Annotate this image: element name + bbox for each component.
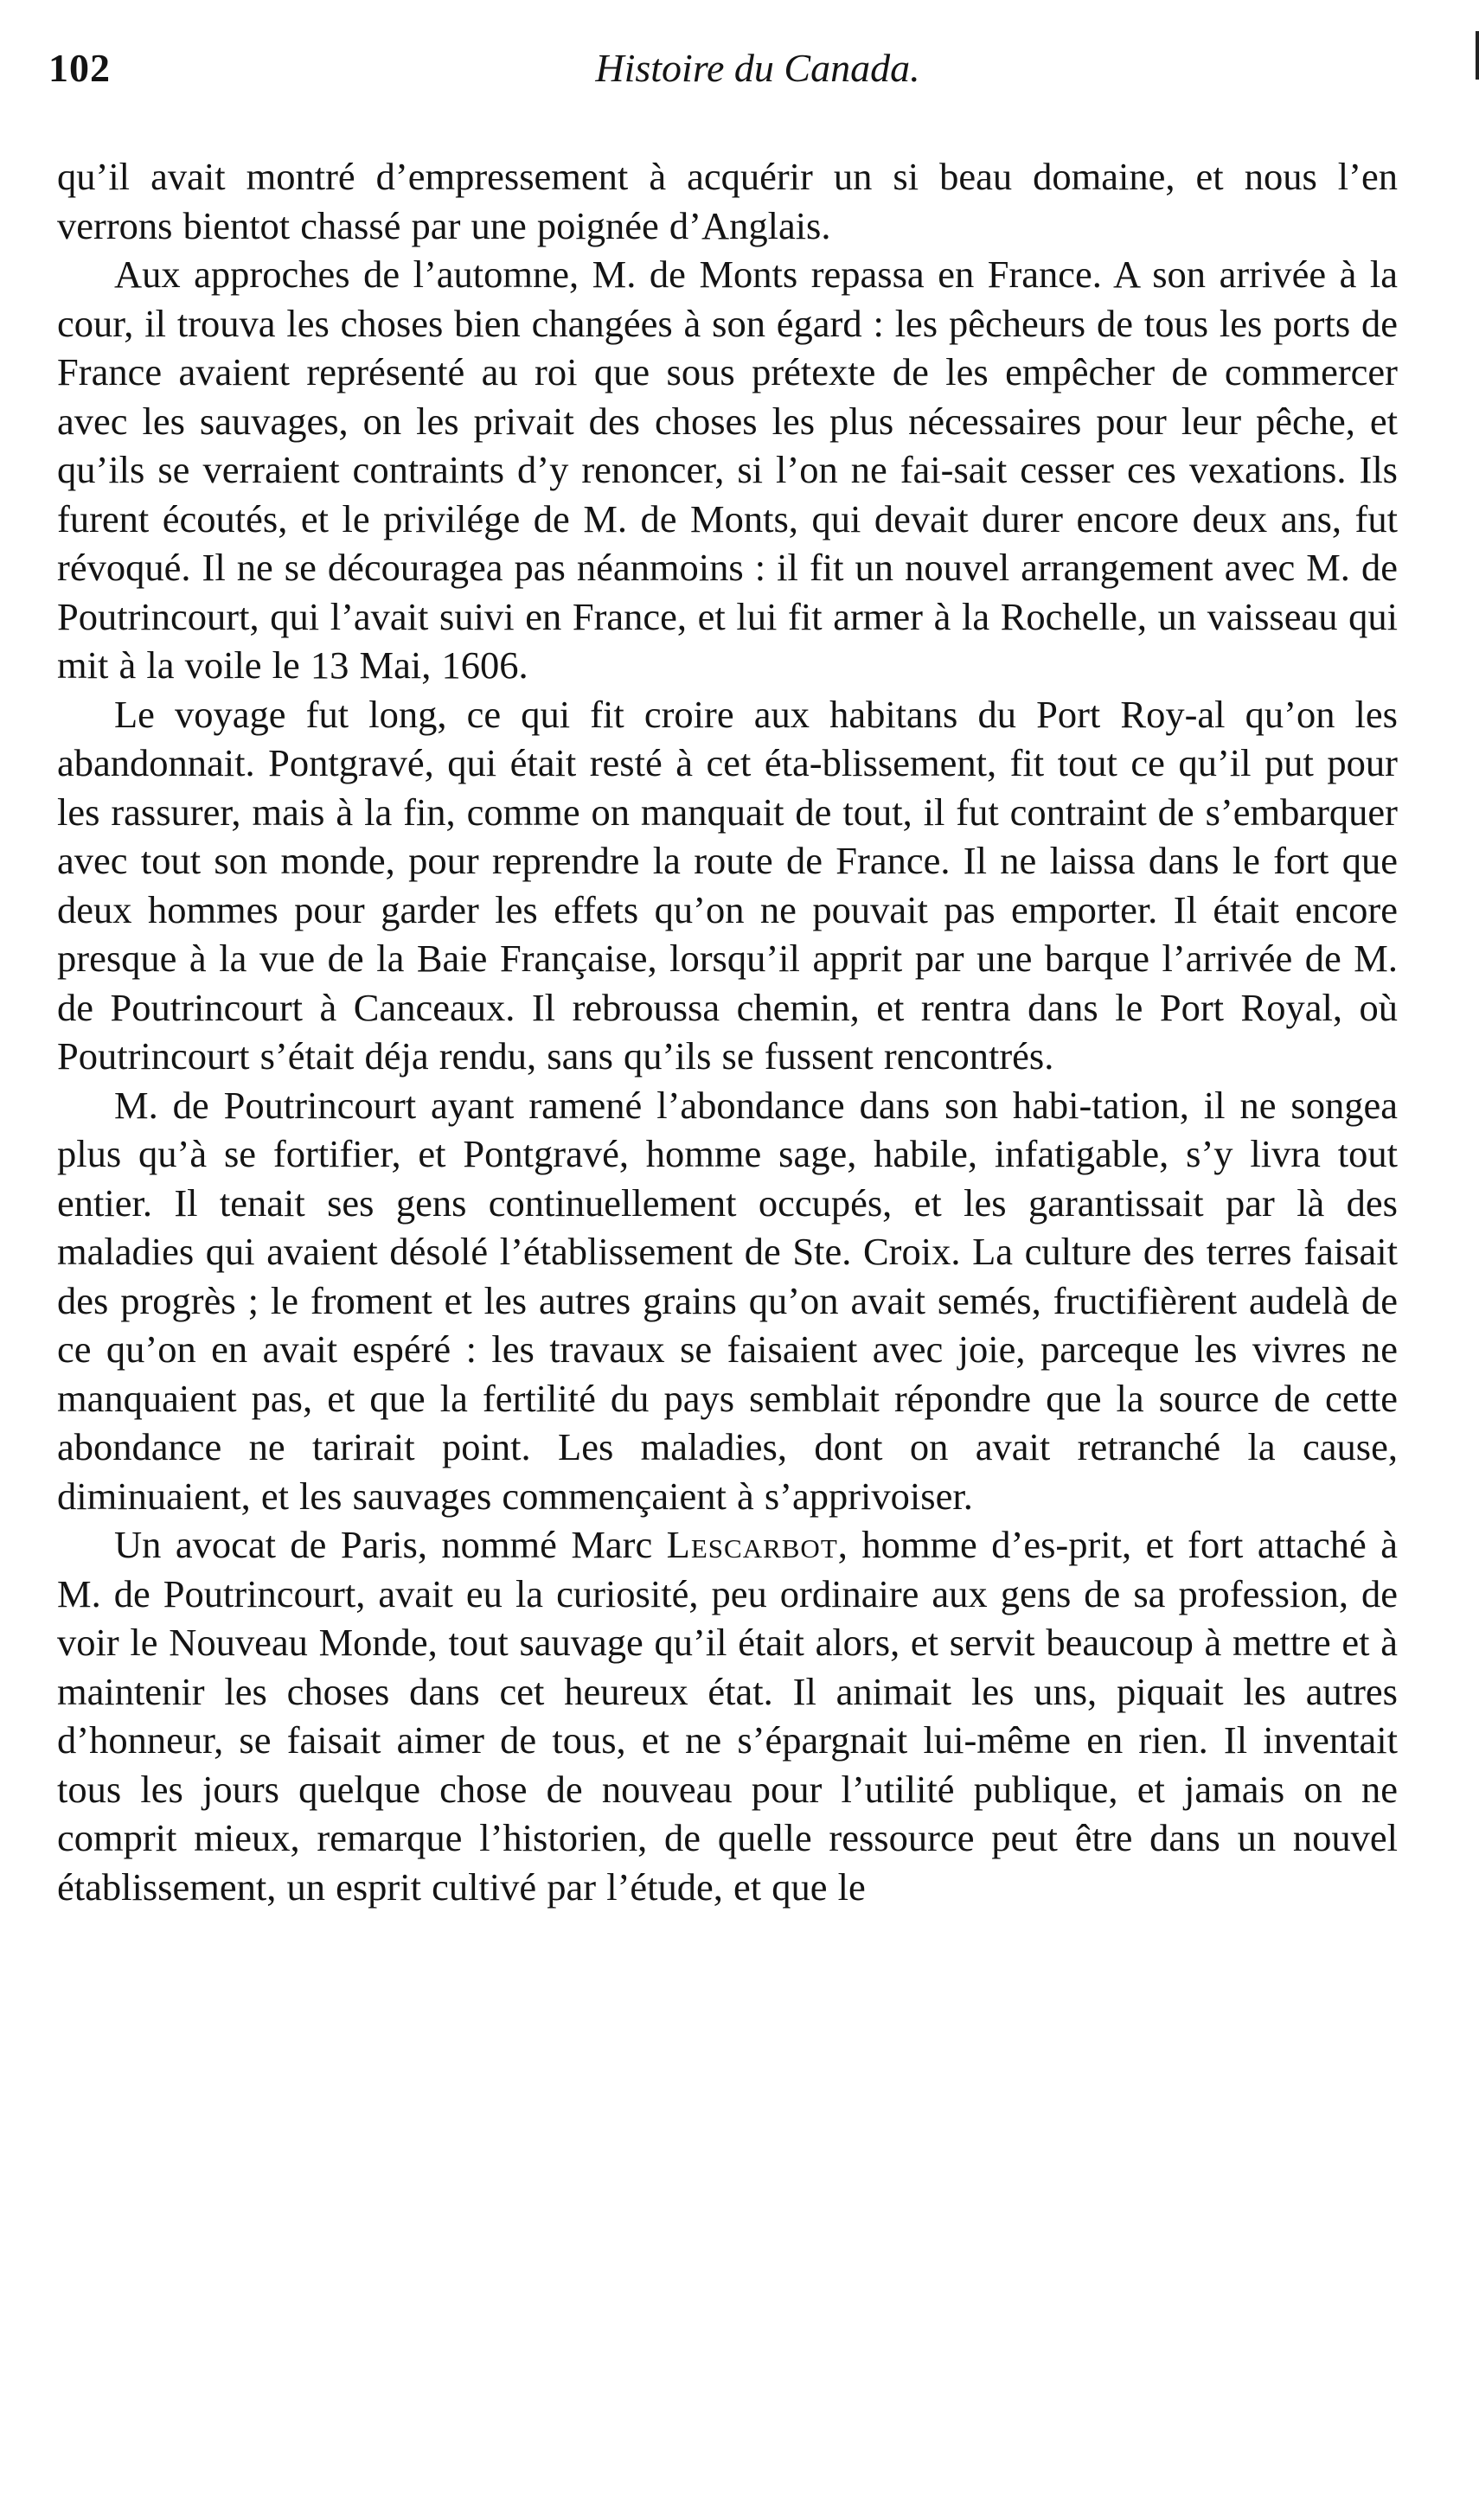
running-title: Histoire du Canada. (595, 46, 920, 90)
paragraph-lescarbot (57, 1520, 1398, 1911)
paragraph-lescarbot-after: , homme d’es-prit, et fort attaché à M. de Poutrincourt, avait eu la curiosité, peu ordinaire aux gens de sa profession, de voir le Nouveau Monde, tout sauvage qu’il était alors, et servit beaucoup à mettre et à maintenir les choses dans cet heureux état. Il animait les uns, piquait les autres d’honneur, se faisait aimer de tous, et ne s’épargnait lui-même en rien. Il inventait tous les jours quelque chose de nouveau pour l’utilité publique, et jamais on ne comprit mieux, remarque l’historien, de quelle ressource peut être dans un nouvel établissement, un esprit cultivé par l’étude, et que le (57, 1523, 1398, 1909)
paragraph-de-monts-return: Aux approches de l’automne, M. de Monts repassa en France. A son arrivée à la cour, il trouva les choses bien changées à son égard : les pêcheurs de tous les ports de France avaient représenté au roi que sous prétexte de les empêcher de commercer avec les sauvages, on les privait des choses les plus nécessaires pour leur pêche, et qu’ils se verraient contraints d’y renoncer, si l’on ne fai-sait cesser ces vexations. Ils furent écoutés, et le privilége de M. de Monts, qui devait durer encore deux ans, fut révoqué. Il ne se découragea pas néanmoins : il fit un nouvel arrangement avec M. de Poutrincourt, qui l’avait suivi en France, et lui fit armer à la Rochelle, un vaisseau qui mit à la voile le 13 Mai, 1606. (57, 253, 1398, 687)
running-head (48, 45, 1415, 106)
paragraph-poutrincourt-habitation: M. de Poutrincourt ayant ramené l’abondance dans son habi-tation, il ne songea plus qu’à se fortifier, et Pontgravé, homme sage, habile, infatigable, s’y livra tout entier. Il tenait ses gens continuellement occupés, et les garantissait par là des maladies qui avaient désolé l’établissement de Ste. Croix. La culture des terres faisait des progrès ; le froment et les autres grains qu’on avait semés, fructifièrent audelà de ce qu’on en avait espéré : les travaux se faisaient avec joie, parceque les vivres ne manquaient pas, et que la fertilité du pays semblait répondre que la source de cette abondance ne tarirait point. Les maladies, dont on avait retranché la cause, diminuaient, et les sauvages commençaient à s’apprivoiser. (57, 1083, 1398, 1518)
paragraph-long-voyage: Le voyage fut long, ce qui fit croire aux habitans du Port Roy-al qu’on les abandonnait. Pontgravé, qui était resté à cet éta-blissement, fit tout ce qu’il put pour les rassurer, mais à la fin, comme on manquait de tout, il fut contraint de s’embarquer avec tout son monde, pour reprendre la route de France. Il ne laissa dans le fort que deux hommes pour garder les effets qu’on ne pouvait pas emporter. Il était encore presque à la vue de la Baie Française, lorsqu’il apprit par une barque l’arrivée de M. de Poutrincourt à Canceaux. Il rebroussa chemin, et rentra dans le Port Royal, où Poutrincourt s’était déja rendu, sans qu’ils se fussent rencontrés. (57, 692, 1398, 1078)
name-lescarbot: Lescarbot (666, 1523, 838, 1566)
text-body (57, 152, 1398, 1911)
paragraph-continued: qu’il avait montré d’empressement à acquérir un si beau domaine, et nous l’en verrons bientot chassé par une poignée d’Anglais. (57, 155, 1398, 247)
page-edge-mark (1476, 31, 1479, 80)
paragraph-lescarbot-before: Un avocat de Paris, nommé Marc (114, 1523, 667, 1566)
page-number: 102 (48, 46, 111, 90)
